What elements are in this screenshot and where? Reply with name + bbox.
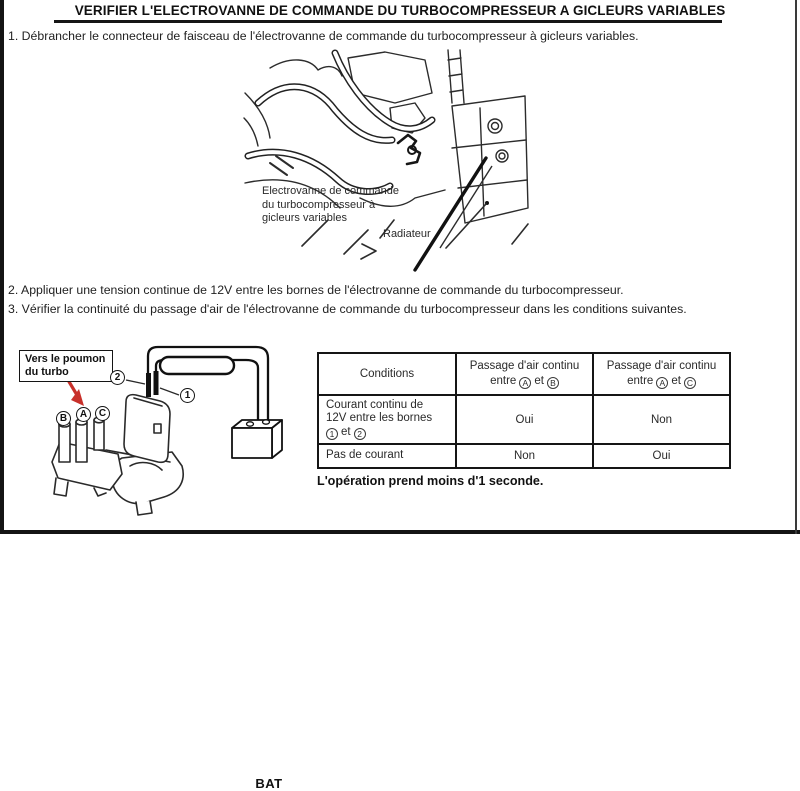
terminal-2-badge: 2 <box>110 370 125 385</box>
condition-line3 <box>326 426 451 441</box>
terminal-2-ref: 2 <box>354 428 366 440</box>
condition-current-cell <box>318 395 456 444</box>
continuity-table <box>317 352 731 469</box>
electrovanne-label-line1: Electrovanne de commande <box>262 185 399 197</box>
col-header-air-ab <box>456 353 593 395</box>
callout-line1: Vers le poumon <box>25 353 106 365</box>
turbo-lung-callout <box>19 350 113 382</box>
port-a-ref: A <box>519 377 531 389</box>
port-c-ref: C <box>684 377 696 389</box>
table-row-no-current <box>318 444 730 468</box>
air-ac-header-line1: Passage d'air continu <box>606 360 717 373</box>
port-a-badge: A <box>76 407 91 422</box>
table-row-current <box>318 395 730 444</box>
engine-figure <box>240 48 530 278</box>
et-text: et <box>671 374 681 387</box>
page-border-right <box>795 0 797 534</box>
step-3: 3. Vérifier la continuité du passage d'air de l'électrovanne de commande du turbocompresseur dans les conditions suivantes. <box>8 301 687 316</box>
valve-test-figure <box>10 338 310 791</box>
condition-line2: 12V entre les bornes <box>326 412 433 425</box>
condition-nocurrent-cell: Pas de courant <box>318 444 456 468</box>
entre-text: entre <box>490 374 517 387</box>
port-b-ref: B <box>547 377 559 389</box>
step-2: 2. Appliquer une tension continue de 12V entre les bornes de l'électrovanne de commande du turbocompresseur. <box>8 283 624 297</box>
port-a-ref: A <box>656 377 668 389</box>
battery-label: BAT <box>255 776 283 791</box>
condition-line1: Courant continu de <box>326 398 424 411</box>
terminal-1-badge: 1 <box>180 388 195 403</box>
entre-text: entre <box>627 374 654 387</box>
steps-2-3 <box>8 281 687 318</box>
air-ac-header-line2 <box>598 374 725 389</box>
callout-line2: du turbo <box>25 365 69 378</box>
radiateur-label: Radiateur <box>383 228 431 240</box>
air-ab-header-line1: Passage d'air continu <box>469 360 580 373</box>
title-underline <box>54 20 722 23</box>
nocurrent-air-ab-cell: Non <box>456 444 593 468</box>
step-1: 1. Débrancher le connecteur de faisceau de l'électrovanne de commande du turbocompresseur à gicleurs variables. <box>8 29 639 43</box>
terminal-1-ref: 1 <box>326 428 338 440</box>
page-title: VERIFIER L'ELECTROVANNE DE COMMANDE DU TURBOCOMPRESSEUR A GICLEURS VARIABLES <box>74 3 726 18</box>
nocurrent-air-ac-cell: Oui <box>593 444 730 468</box>
port-b-badge: B <box>56 411 71 426</box>
current-air-ab-cell: Oui <box>456 395 593 444</box>
electrovanne-label-line3: gicleurs variables <box>262 212 347 224</box>
air-ab-header-line2 <box>461 374 588 389</box>
electrovanne-label <box>262 185 399 226</box>
table-header-row <box>318 353 730 395</box>
red-arrow <box>68 380 84 406</box>
engine-illustration <box>240 48 530 278</box>
et-text: et <box>341 425 351 438</box>
page-border-left <box>0 0 4 534</box>
electrovanne-label-line2: du turbocompresseur à <box>262 198 376 211</box>
page-border-bottom <box>0 530 800 534</box>
operation-note: L'opération prend moins d'1 seconde. <box>317 474 544 488</box>
col-header-air-ac <box>593 353 730 395</box>
et-text: et <box>534 374 544 387</box>
col-header-conditions: Conditions <box>318 353 456 395</box>
port-c-badge: C <box>95 406 110 421</box>
current-air-ac-cell: Non <box>593 395 730 444</box>
